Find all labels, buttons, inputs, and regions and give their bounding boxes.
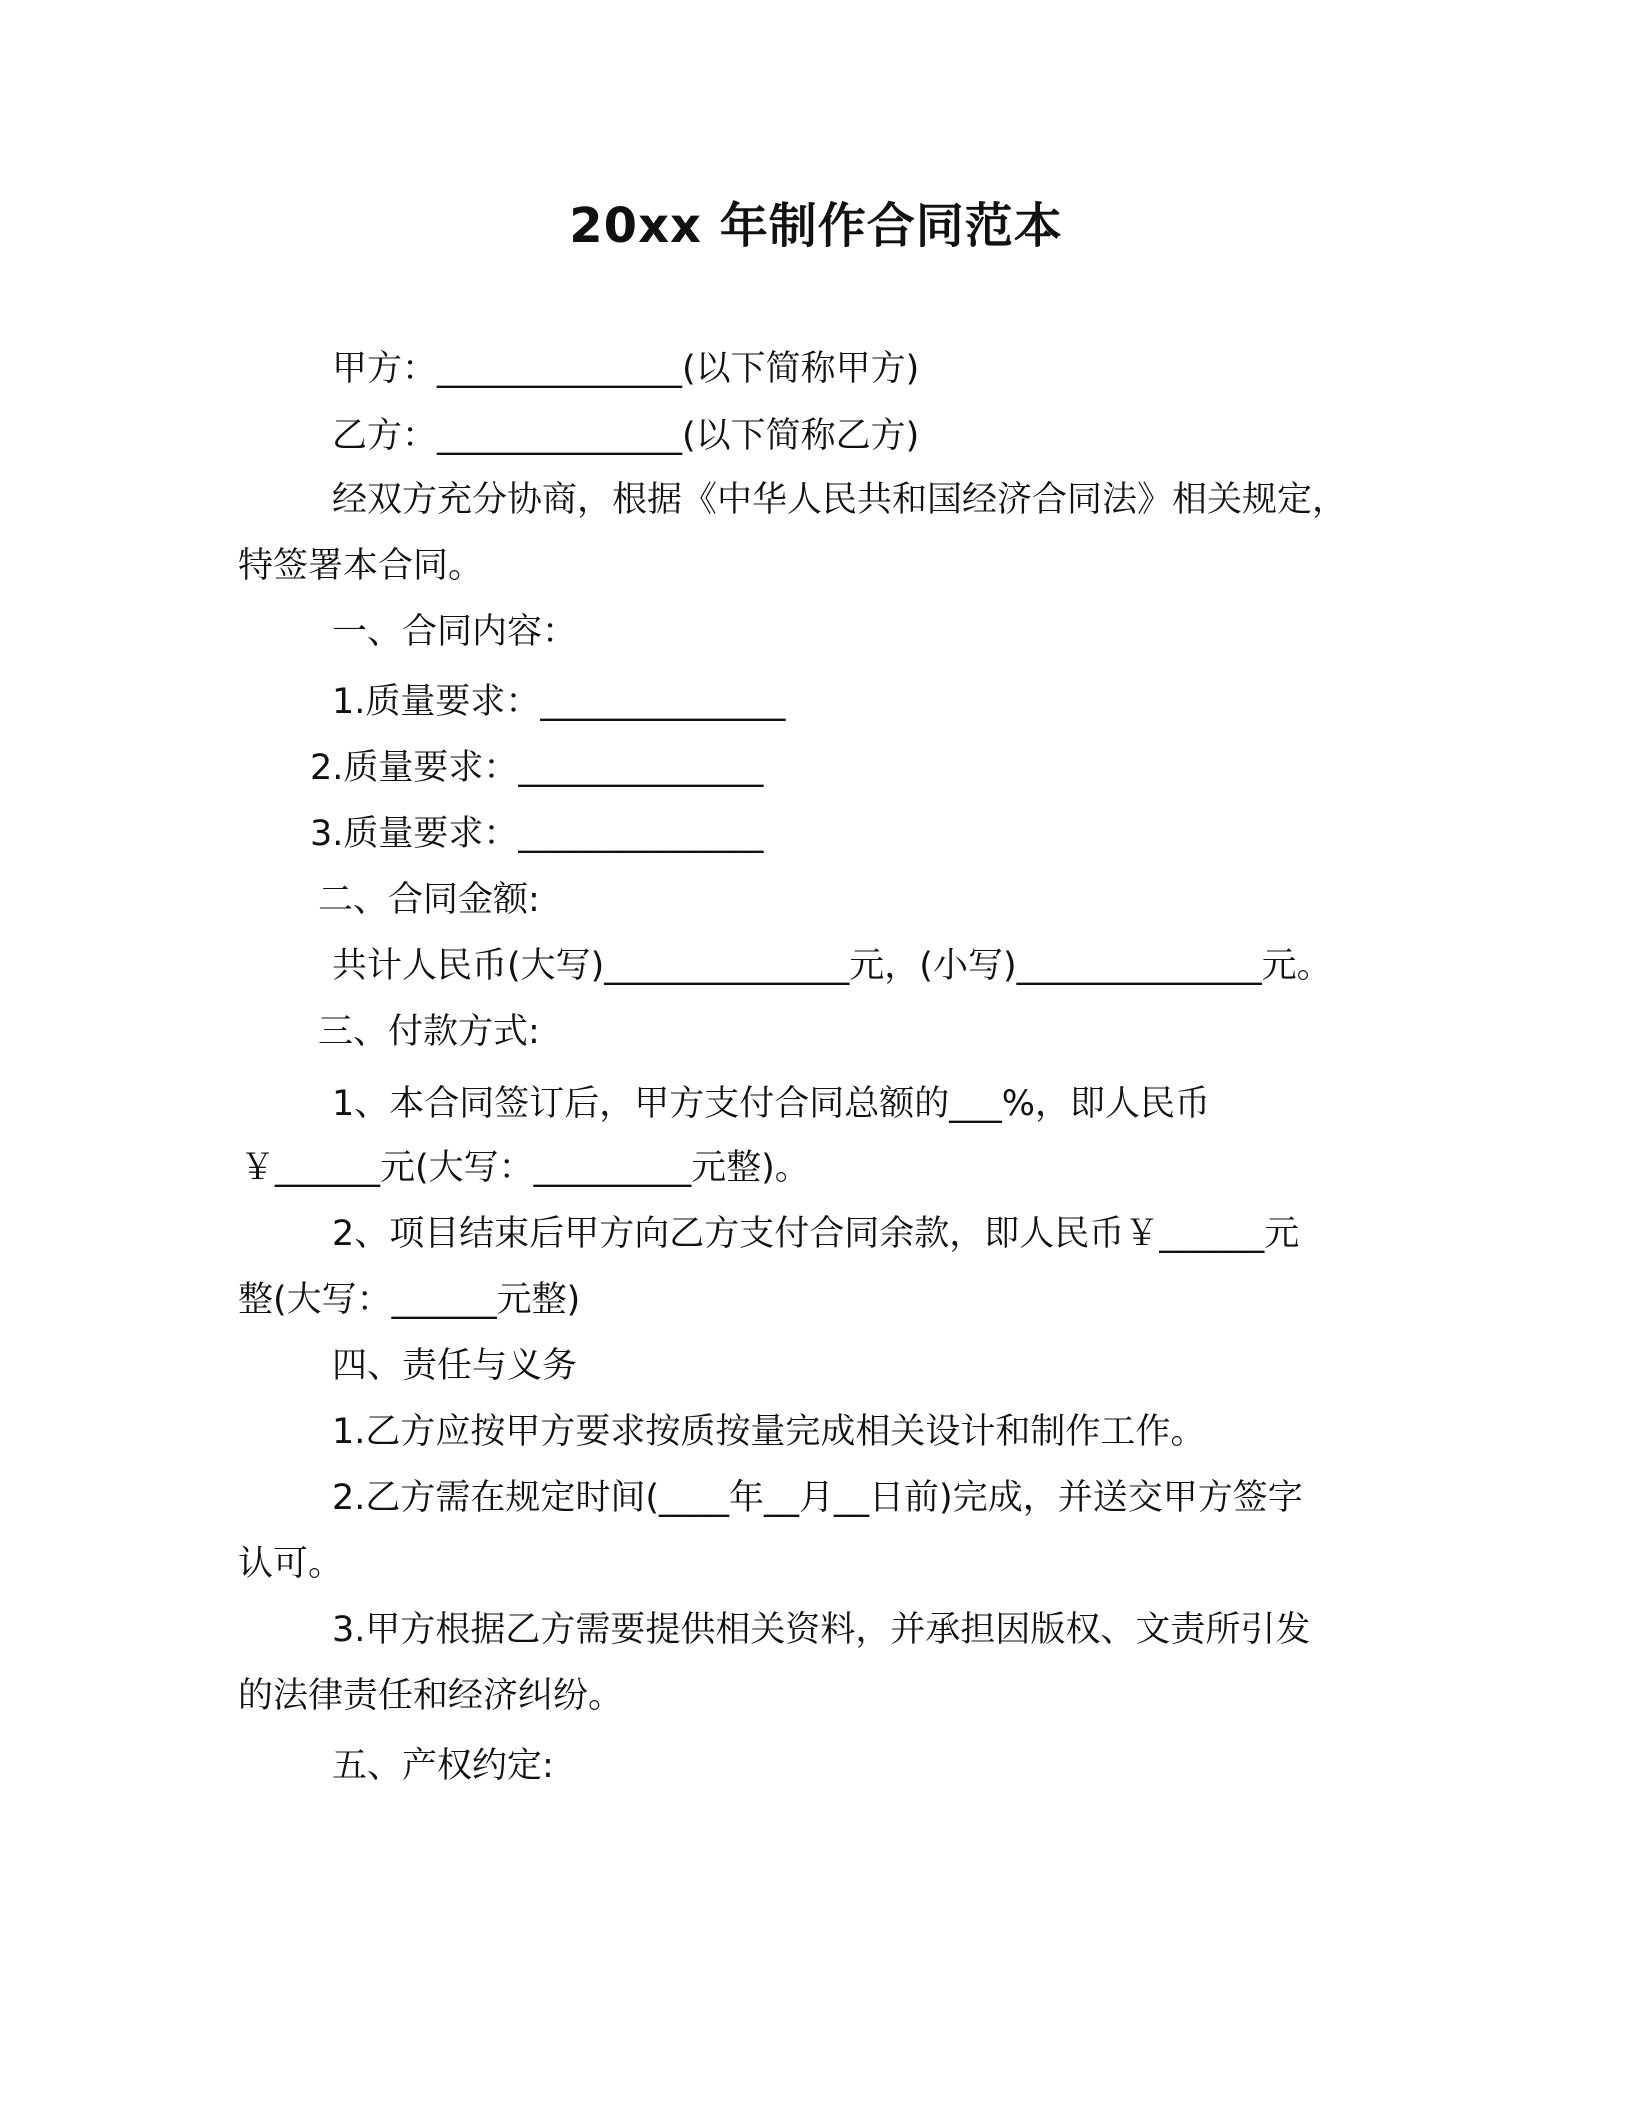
preamble-line-1: 经双方充分协商，根据《中华人民共和国经济合同法》相关规定， [332, 480, 1348, 520]
section-heading-contract-amount: 二、合同金额: [318, 880, 540, 920]
section-heading-responsibilities: 四、责任与义务 [332, 1346, 578, 1386]
quality-requirement-1: 1.质量要求：______________ [332, 682, 786, 722]
party-b-line: 乙方：______________(以下简称乙方) [332, 416, 920, 456]
amount-line: 共计人民币(大写)______________元，(小写)______________元。 [332, 946, 1332, 986]
document-title: 20xx 年制作合同范本 [569, 198, 1063, 254]
section-heading-payment-method: 三、付款方式: [318, 1012, 540, 1052]
preamble-line-2: 特签署本合同。 [238, 546, 484, 586]
payment-clause-2-line-1: 2、项目结束后甲方向乙方支付合同余款，即人民币￥______元 [332, 1214, 1300, 1254]
section-heading-contract-content: 一、合同内容： [332, 612, 578, 652]
quality-requirement-2: 2.质量要求：______________ [310, 748, 764, 788]
duty-clause-2-line-1: 2.乙方需在规定时间(____年__月__日前)完成，并送交甲方签字 [332, 1478, 1303, 1518]
section-heading-property-rights: 五、产权约定: [332, 1746, 554, 1786]
duty-clause-3-line-2: 的法律责任和经济纠纷。 [238, 1676, 624, 1716]
payment-clause-2-line-2: 整(大写：______元整) [238, 1280, 581, 1320]
payment-clause-1-line-1: 1、本合同签订后，甲方支付合同总额的___%，即人民币 [332, 1084, 1211, 1124]
duty-clause-3-line-1: 3.甲方根据乙方需要提供相关资料，并承担因版权、文责所引发 [332, 1610, 1311, 1650]
party-a-line: 甲方：______________(以下简称甲方) [332, 349, 920, 389]
duty-clause-1: 1.乙方应按甲方要求按质按量完成相关设计和制作工作。 [332, 1412, 1206, 1452]
quality-requirement-3: 3.质量要求：______________ [310, 814, 764, 854]
payment-clause-1-line-2: ￥______元(大写：_________元整)。 [240, 1148, 810, 1188]
duty-clause-2-line-2: 认可。 [238, 1544, 344, 1584]
